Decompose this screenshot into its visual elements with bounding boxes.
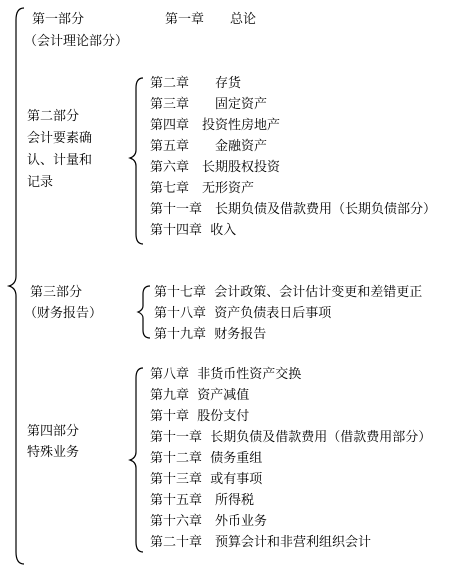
part4-chapter: 第八章 非货币性资产交换 [150, 367, 302, 382]
part2-chapter: 第五章 金融资产 [150, 139, 268, 154]
part2-chapter: 第三章 固定资产 [150, 97, 268, 112]
part3-chapter: 第十八章 资产负债表日后事项 [154, 306, 332, 321]
part4-chapter: 第十一章 长期负债及借款费用（借款费用部分） [150, 430, 432, 445]
part3-chapter: 第十七章 会计政策、会计估计变更和差错更正 [154, 285, 423, 300]
part4-chapter: 第十二章 债务重组 [150, 451, 263, 466]
part2-chapter: 第十四章 收入 [150, 223, 237, 238]
part2-chapter: 第二章 存货 [150, 76, 242, 91]
part1-subtitle: （会计理论部分） [24, 34, 129, 49]
part4-title-line: 第四部分 [27, 424, 80, 439]
part4-chapter: 第十六章 外币业务 [150, 514, 268, 529]
part4-chapter: 第九章 资产减值 [150, 388, 250, 403]
part4-chapter: 第十章 股份支付 [150, 409, 250, 424]
part2-title-line: 第二部分 [27, 109, 80, 124]
part2-title-line: 记录 [27, 175, 54, 190]
part4-chapter: 第十三章 或有事项 [150, 472, 263, 487]
part3-title-line: 第三部分 [30, 285, 83, 300]
part2-chapter: 第十一章 长期负债及借款费用（长期负债部分） [150, 202, 437, 217]
part4-chapter: 第二十章 预算会计和非营利组织会计 [150, 535, 372, 550]
outer-brace [9, 8, 24, 564]
part1-title: 第一部分 [32, 12, 85, 27]
part2-chapter: 第六章 长期股权投资 [150, 160, 281, 175]
part2-chapter: 第四章 投资性房地产 [150, 118, 281, 133]
part2-brace [130, 78, 143, 244]
part3-chapter: 第十九章 财务报告 [154, 327, 267, 342]
part1-chapter: 第一章 总论 [165, 12, 257, 27]
part4-title-line: 特殊业务 [27, 445, 80, 460]
part2-chapter: 第七章 无形资产 [150, 181, 255, 196]
part3-title-line: （财务报告） [24, 306, 103, 321]
part4-brace [130, 368, 143, 552]
part3-brace [138, 286, 150, 338]
part4-chapter: 第十五章 所得税 [150, 493, 255, 508]
part2-title-line: 会计要素确 [27, 131, 93, 146]
part2-title-line: 认、计量和 [27, 153, 93, 168]
